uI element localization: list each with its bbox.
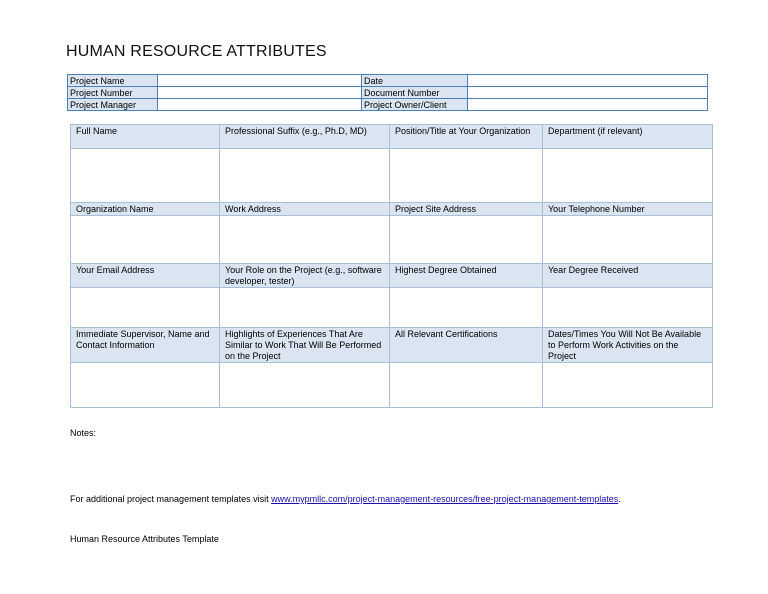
experience-highlights-header: Highlights of Experiences That Are Similar to Work That Will Be Performed on the Project [220, 328, 390, 363]
professional-suffix-header: Professional Suffix (e.g., Ph.D, MD) [220, 125, 390, 149]
organization-name-header: Organization Name [71, 203, 220, 216]
organization-name-cell[interactable] [71, 216, 220, 264]
info-row-project-number [68, 87, 708, 99]
project-owner-label: Project Owner/Client [362, 99, 468, 111]
project-site-address-cell[interactable] [390, 216, 543, 264]
project-manager-field[interactable] [158, 99, 362, 111]
position-title-header: Position/Title at Your Organization [390, 125, 543, 149]
work-address-cell[interactable] [220, 216, 390, 264]
more-templates-suffix: . [618, 494, 621, 504]
entry-row-3 [71, 288, 713, 328]
project-name-label: Project Name [68, 75, 158, 87]
highest-degree-header: Highest Degree Obtained [390, 264, 543, 288]
telephone-number-header: Your Telephone Number [543, 203, 713, 216]
project-number-field[interactable] [158, 87, 362, 99]
more-templates-line [70, 494, 621, 504]
professional-suffix-cell[interactable] [220, 149, 390, 203]
document-number-field[interactable] [468, 87, 708, 99]
date-label: Date [362, 75, 468, 87]
header-row-2 [71, 203, 713, 216]
project-info-table [67, 74, 708, 111]
full-name-header: Full Name [71, 125, 220, 149]
info-row-project-manager [68, 99, 708, 111]
full-name-cell[interactable] [71, 149, 220, 203]
department-header: Department (if relevant) [543, 125, 713, 149]
header-row-4 [71, 328, 713, 363]
project-role-header: Your Role on the Project (e.g., software developer, tester) [220, 264, 390, 288]
entry-row-2 [71, 216, 713, 264]
certifications-header: All Relevant Certifications [390, 328, 543, 363]
year-degree-header: Year Degree Received [543, 264, 713, 288]
document-number-label: Document Number [362, 87, 468, 99]
work-address-header: Work Address [220, 203, 390, 216]
certifications-cell[interactable] [390, 363, 543, 408]
unavailable-dates-header: Dates/Times You Will Not Be Available to Perform Work Activities on the Project [543, 328, 713, 363]
footer-text: Human Resource Attributes Template [70, 534, 219, 544]
templates-link[interactable]: www.mypmllc.com/project-management-resources/free-project-management-templates [271, 494, 619, 504]
email-address-header: Your Email Address [71, 264, 220, 288]
email-address-cell[interactable] [71, 288, 220, 328]
project-site-address-header: Project Site Address [390, 203, 543, 216]
entry-row-4 [71, 363, 713, 408]
header-row-3 [71, 264, 713, 288]
supervisor-cell[interactable] [71, 363, 220, 408]
entry-row-1 [71, 149, 713, 203]
project-name-field[interactable] [158, 75, 362, 87]
project-role-cell[interactable] [220, 288, 390, 328]
document-title: HUMAN RESOURCE ATTRIBUTES [66, 43, 327, 60]
unavailable-dates-cell[interactable] [543, 363, 713, 408]
position-title-cell[interactable] [390, 149, 543, 203]
supervisor-header: Immediate Supervisor, Name and Contact Information [71, 328, 220, 363]
notes-label: Notes: [70, 428, 97, 438]
telephone-number-cell[interactable] [543, 216, 713, 264]
project-number-label: Project Number [68, 87, 158, 99]
project-owner-field[interactable] [468, 99, 708, 111]
experience-highlights-cell[interactable] [220, 363, 390, 408]
attributes-table [70, 124, 713, 408]
year-degree-cell[interactable] [543, 288, 713, 328]
department-cell[interactable] [543, 149, 713, 203]
info-row-project-name [68, 75, 708, 87]
highest-degree-cell[interactable] [390, 288, 543, 328]
project-manager-label: Project Manager [68, 99, 158, 111]
date-field[interactable] [468, 75, 708, 87]
header-row-1 [71, 125, 713, 149]
more-templates-prefix: For additional project management templates visit [70, 494, 272, 504]
